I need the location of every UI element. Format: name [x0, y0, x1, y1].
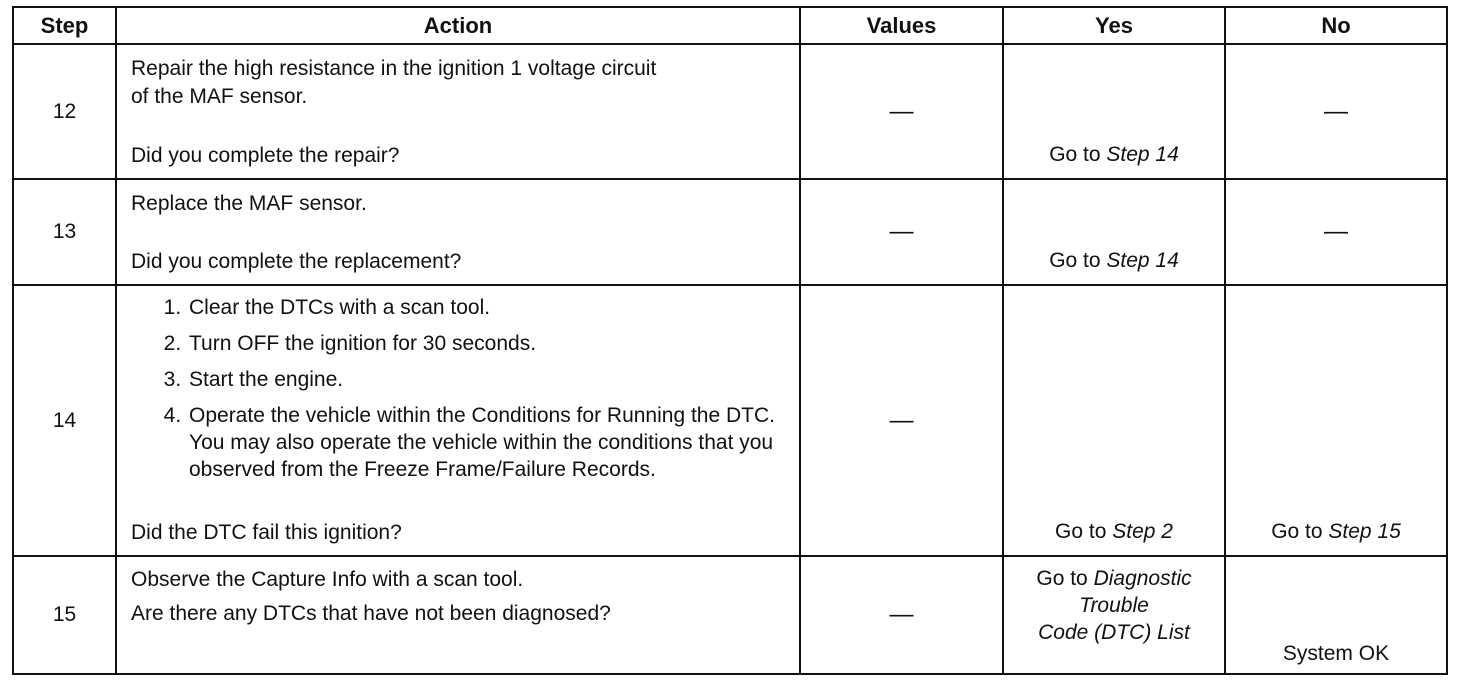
no-action: Go to Step 15 [1271, 520, 1401, 543]
table-row [13, 179, 1447, 285]
table-row [13, 44, 1447, 179]
action-cell [116, 44, 800, 179]
table-row [13, 556, 1447, 674]
no-cell [1225, 285, 1447, 556]
action-cell [116, 285, 800, 556]
yes-action: Go to Step 14 [1049, 249, 1179, 272]
list-item: 2. Turn OFF the ignition for 30 seconds. [187, 330, 785, 358]
action-cell [116, 179, 800, 285]
step-link[interactable]: Step 15 [1328, 520, 1401, 543]
action-steps-list [131, 294, 785, 483]
no-cell: — [1225, 44, 1447, 179]
action-text: Replace the MAF sensor. [131, 192, 367, 215]
values-cell: — [800, 179, 1003, 285]
action-text: Repair the high resistance in the ignition 1 voltage circuit [131, 57, 657, 80]
no-action: System OK [1282, 642, 1390, 665]
step-link[interactable]: Step 14 [1106, 143, 1179, 166]
yes-cell [1003, 556, 1225, 674]
step-number: 15 [13, 556, 116, 674]
header-step: Step [13, 7, 116, 44]
table-row [13, 285, 1447, 556]
step-number: 13 [13, 179, 116, 285]
dtc-list-link[interactable]: Diagnostic [1093, 567, 1192, 590]
no-cell [1225, 556, 1447, 674]
header-yes: Yes [1003, 7, 1225, 44]
header-no: No [1225, 7, 1447, 44]
yes-cell [1003, 285, 1225, 556]
header-values: Values [800, 7, 1003, 44]
step-link[interactable]: Step 2 [1112, 520, 1173, 543]
yes-action: Go to Step 2 [1055, 520, 1173, 543]
header-action: Action [116, 7, 800, 44]
dtc-list-link[interactable]: Trouble [1079, 594, 1149, 617]
yes-action: Go to Diagnostic Trouble Code (DTC) List [1036, 567, 1192, 644]
action-question: Did you complete the replacement? [131, 250, 462, 273]
step-number: 14 [13, 285, 116, 556]
yes-cell [1003, 179, 1225, 285]
diagnostic-table [12, 6, 1448, 675]
yes-cell [1003, 44, 1225, 179]
values-cell: — [800, 285, 1003, 556]
action-question: Are there any DTCs that have not been diagnosed? [131, 602, 611, 625]
yes-action: Go to Step 14 [1049, 143, 1179, 166]
action-cell [116, 556, 800, 674]
no-cell: — [1225, 179, 1447, 285]
values-cell: — [800, 556, 1003, 674]
dtc-list-link[interactable]: Code (DTC) List [1038, 621, 1190, 644]
list-item: 1. Clear the DTCs with a scan tool. [187, 294, 785, 322]
action-text: Observe the Capture Info with a scan tool. [131, 568, 524, 591]
step-number: 12 [13, 44, 116, 179]
action-text: of the MAF sensor. [131, 85, 308, 108]
step-link[interactable]: Step 14 [1106, 249, 1179, 272]
action-question: Did you complete the repair? [131, 144, 400, 167]
list-item: 3. Start the engine. [187, 366, 785, 394]
action-question: Did the DTC fail this ignition? [131, 521, 402, 544]
header-row [13, 7, 1447, 44]
list-item: 4. Operate the vehicle within the Conditions for Running the DTC. You may also operate the vehicle within the conditions that you observed from the Freeze Frame/Failure Records. [187, 402, 785, 483]
values-cell: — [800, 44, 1003, 179]
